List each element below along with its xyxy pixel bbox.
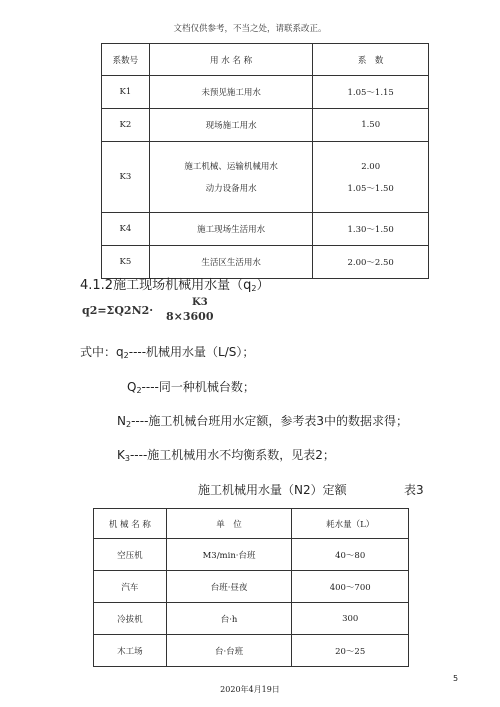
table-row: [102, 213, 429, 246]
table-row: [102, 76, 429, 109]
machine-water: 300: [292, 603, 409, 635]
header-cell: 单 位: [166, 509, 292, 539]
machine-unit: 台班·昼夜: [166, 571, 292, 603]
machine-water-table: [93, 508, 409, 667]
header-cell: 用 水 名 称: [149, 44, 312, 76]
section-title: 4.1.2施工现场机械用水量$(q_2)$: [80, 278, 270, 293]
machine-unit: 台·h: [166, 603, 292, 635]
machine-unit: M3/min·台班: [166, 539, 292, 571]
formula-numerator: K3: [192, 297, 208, 308]
coef-value: 1.30～1.50: [313, 213, 429, 246]
table-row: [94, 539, 409, 571]
coef-value: 1.05～1.50: [313, 176, 429, 213]
formula-denominator: 8×3600: [166, 310, 214, 321]
coef-value: 1.50: [313, 109, 429, 142]
table-header-row: [102, 44, 429, 76]
header-cell: 系 数: [313, 44, 429, 76]
header-cell: 机 械 名 称: [94, 509, 167, 539]
coef-code: K4: [102, 213, 150, 246]
coef-code: K5: [102, 246, 150, 279]
table-row: [102, 142, 429, 177]
coef-name: 施工现场生活用水: [149, 213, 312, 246]
table-number: 表3: [404, 483, 424, 497]
machine-name: 空压机: [94, 539, 167, 571]
machine-unit: 台·台班: [166, 635, 292, 667]
coef-name: 生活区生活用水: [149, 246, 312, 279]
coef-value: 2.00: [313, 142, 429, 177]
machine-water: 40～80: [292, 539, 409, 571]
definition-Q2: $Q_2----$同一种机械台数；: [127, 380, 255, 395]
definition-q2: 式中：$q_2----$机械用水量（L/S）；: [80, 345, 255, 360]
coef-name: 动力设备用水: [149, 176, 312, 213]
table-row: [94, 635, 409, 667]
coef-name: 未预见施工用水: [149, 76, 312, 109]
formula: [80, 295, 260, 321]
header-cell: 耗水量（L）: [292, 509, 409, 539]
machine-name: 冷拔机: [94, 603, 167, 635]
definition-K3: $K_3----$施工机械用水不均衡系数，见表2；: [117, 448, 335, 463]
table-row: [102, 109, 429, 142]
coef-code: K1: [102, 76, 150, 109]
table-row: [94, 571, 409, 603]
coef-value: 2.00～2.50: [313, 246, 429, 279]
coef-name: 施工机械、运输机械用水: [149, 142, 312, 177]
machine-name: 汽车: [94, 571, 167, 603]
machine-water: 400～700: [292, 571, 409, 603]
table-row: [102, 176, 429, 213]
footer-date: 2020年4月19日: [220, 685, 280, 694]
header-cell: 系数号: [102, 44, 150, 76]
formula-left: q2=ΣQ2N2·: [82, 304, 154, 317]
coef-code: K2: [102, 109, 150, 142]
definition-N2: $N_2----$施工机械台班用水定额，参考表3中的数据求得；: [117, 414, 409, 429]
page-number: 5: [453, 674, 459, 683]
table-header-row: [94, 509, 409, 539]
table-caption: 施工机械用水量（N2）定额: [198, 483, 347, 497]
machine-name: 木工场: [94, 635, 167, 667]
coef-value: 1.05～1.15: [313, 76, 429, 109]
coefficient-table: [101, 43, 429, 279]
coef-name: 现场施工用水: [149, 109, 312, 142]
machine-water: 20～25: [292, 635, 409, 667]
table-row: [94, 603, 409, 635]
coef-code: K3: [102, 142, 150, 213]
header-note: 文档仅供参考，不当之处，请联系改正。: [173, 24, 327, 34]
